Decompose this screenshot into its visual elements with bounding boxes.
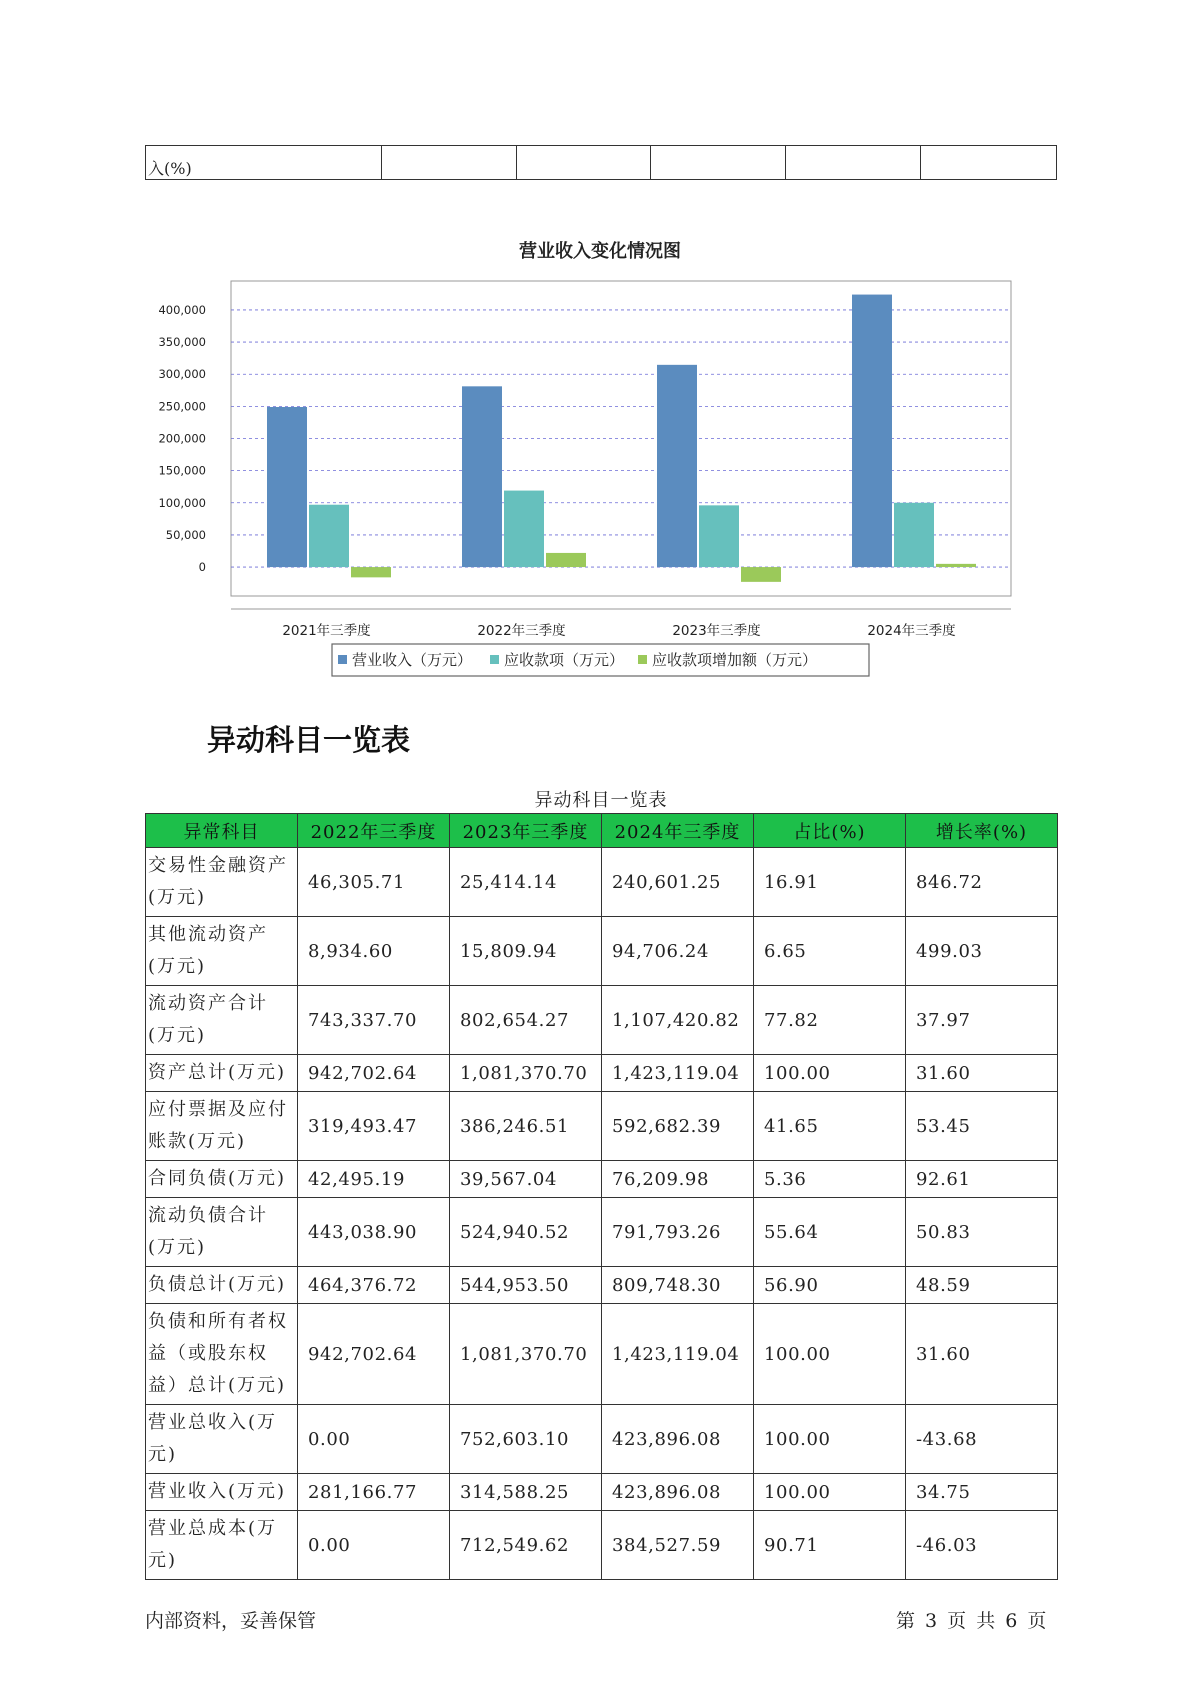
table-cell-v2023: 25,414.14 <box>450 848 602 917</box>
row-label: 营业收入(万元) <box>146 1474 298 1511</box>
table-row <box>146 146 1057 180</box>
table-row <box>146 1055 1058 1092</box>
table-cell-v2024: 423,896.08 <box>602 1474 754 1511</box>
table-cell-v2022: 443,038.90 <box>298 1198 450 1267</box>
table-cell-v2023: 712,549.62 <box>450 1511 602 1580</box>
table-cell-v2022: 942,702.64 <box>298 1055 450 1092</box>
table-cell-growth: 846.72 <box>906 848 1058 917</box>
table-row <box>146 1267 1058 1304</box>
table-cell-v2024: 592,682.39 <box>602 1092 754 1161</box>
table-cell-share: 56.90 <box>754 1267 906 1304</box>
bar <box>699 505 739 567</box>
table-cell-v2022: 942,702.64 <box>298 1304 450 1405</box>
table-row <box>146 1198 1058 1267</box>
row-label: 资产总计(万元) <box>146 1055 298 1092</box>
y-tick-label: 300,000 <box>158 367 206 382</box>
legend-label: 应收款项增加额（万元） <box>652 651 818 669</box>
legend-swatch <box>490 655 499 664</box>
table-cell <box>921 146 1057 180</box>
column-header: 增长率(%) <box>906 814 1058 848</box>
table-cell-growth: 53.45 <box>906 1092 1058 1161</box>
table-cell-v2022: 319,493.47 <box>298 1092 450 1161</box>
table-row <box>146 917 1058 986</box>
footer-page-number: 第 3 页 共 6 页 <box>896 1610 1047 1632</box>
legend-label: 应收款项（万元） <box>504 651 625 669</box>
table-row <box>146 1304 1058 1405</box>
table-cell-v2023: 544,953.50 <box>450 1267 602 1304</box>
table-cell-growth: 37.97 <box>906 986 1058 1055</box>
table-cell-v2023: 752,603.10 <box>450 1405 602 1474</box>
bar <box>741 567 781 582</box>
table-cell-growth: 499.03 <box>906 917 1058 986</box>
previous-table-fragment <box>145 145 1057 180</box>
table-cell-v2022: 464,376.72 <box>298 1267 450 1304</box>
column-header: 2023年三季度 <box>450 814 602 848</box>
table-cell-v2023: 15,809.94 <box>450 917 602 986</box>
row-label: 应付票据及应付账款(万元) <box>146 1092 298 1161</box>
legend-label: 营业收入（万元） <box>352 651 473 669</box>
table-cell-v2023: 314,588.25 <box>450 1474 602 1511</box>
table-cell-v2023: 1,081,370.70 <box>450 1055 602 1092</box>
table-cell-v2023: 1,081,370.70 <box>450 1304 602 1405</box>
table-row <box>146 1161 1058 1198</box>
column-header: 2022年三季度 <box>298 814 450 848</box>
x-category-label: 2022年三季度 <box>477 623 566 639</box>
table-cell-v2023: 386,246.51 <box>450 1092 602 1161</box>
legend-swatch <box>338 655 347 664</box>
y-tick-label: 350,000 <box>158 335 206 350</box>
table-cell-share: 77.82 <box>754 986 906 1055</box>
table-cell-v2023: 802,654.27 <box>450 986 602 1055</box>
row-label: 负债总计(万元) <box>146 1267 298 1304</box>
table-cell-v2023: 524,940.52 <box>450 1198 602 1267</box>
table-cell <box>651 146 786 180</box>
table-cell-share: 100.00 <box>754 1304 906 1405</box>
table-cell-growth: 48.59 <box>906 1267 1058 1304</box>
y-tick-label: 0 <box>198 560 206 575</box>
bar <box>309 505 349 567</box>
y-tick-label: 250,000 <box>158 399 206 414</box>
table-cell-v2024: 1,423,119.04 <box>602 1055 754 1092</box>
row-label: 营业总收入(万元) <box>146 1405 298 1474</box>
table-cell-v2022: 743,337.70 <box>298 986 450 1055</box>
table-cell-v2024: 76,209.98 <box>602 1161 754 1198</box>
table-cell-growth: 92.61 <box>906 1161 1058 1198</box>
bar <box>546 553 586 567</box>
bar <box>852 295 892 568</box>
row-label: 流动负债合计(万元) <box>146 1198 298 1267</box>
table-cell-v2024: 809,748.30 <box>602 1267 754 1304</box>
legend-swatch <box>638 655 647 664</box>
column-header: 占比(%) <box>754 814 906 848</box>
bar <box>351 567 391 577</box>
table-cell <box>381 146 516 180</box>
y-tick-label: 150,000 <box>158 463 206 478</box>
table-cell-v2024: 1,107,420.82 <box>602 986 754 1055</box>
chart-title: 营业收入变化情况图 <box>519 241 681 262</box>
table-cell-growth: 34.75 <box>906 1474 1058 1511</box>
y-tick-label: 100,000 <box>158 495 206 510</box>
footer-confidential-note: 内部资料，妥善保管 <box>145 1610 317 1632</box>
table-cell-share: 100.00 <box>754 1055 906 1092</box>
table-cell-v2024: 240,601.25 <box>602 848 754 917</box>
table-cell-share: 100.00 <box>754 1405 906 1474</box>
table-cell-v2023: 39,567.04 <box>450 1161 602 1198</box>
table-cell-v2022: 42,495.19 <box>298 1161 450 1198</box>
table-cell-growth: 50.83 <box>906 1198 1058 1267</box>
table-row <box>146 1511 1058 1580</box>
row-label: 营业总成本(万元) <box>146 1511 298 1580</box>
table-row <box>146 986 1058 1055</box>
table-row <box>146 1092 1058 1161</box>
bar <box>462 386 502 567</box>
y-tick-label: 200,000 <box>158 431 206 446</box>
table-cell-v2024: 1,423,119.04 <box>602 1304 754 1405</box>
anomaly-table <box>145 813 1058 1580</box>
y-tick-label: 400,000 <box>158 302 206 317</box>
x-category-label: 2023年三季度 <box>672 623 761 639</box>
table-cell: 入(%) <box>146 146 382 180</box>
bar <box>504 491 544 567</box>
table-cell-v2024: 384,527.59 <box>602 1511 754 1580</box>
table-cell-share: 41.65 <box>754 1092 906 1161</box>
table-cell <box>516 146 651 180</box>
table-cell-v2022: 0.00 <box>298 1511 450 1580</box>
table-row <box>146 1405 1058 1474</box>
row-label: 流动资产合计(万元) <box>146 986 298 1055</box>
table-cell-v2024: 423,896.08 <box>602 1405 754 1474</box>
column-header: 异常科目 <box>146 814 298 848</box>
section-heading: 异动科目一览表 <box>207 723 411 757</box>
table-cell-v2022: 46,305.71 <box>298 848 450 917</box>
table-cell-share: 6.65 <box>754 917 906 986</box>
bar <box>894 503 934 567</box>
table-cell-growth: -43.68 <box>906 1405 1058 1474</box>
bar <box>936 564 976 567</box>
table-cell-share: 100.00 <box>754 1474 906 1511</box>
column-header: 2024年三季度 <box>602 814 754 848</box>
revenue-chart <box>150 230 1030 690</box>
table-cell-share: 16.91 <box>754 848 906 917</box>
bar <box>267 407 307 567</box>
table-header-row <box>146 814 1058 848</box>
row-label: 其他流动资产(万元) <box>146 917 298 986</box>
row-label: 负债和所有者权益（或股东权益）总计(万元) <box>146 1304 298 1405</box>
bar <box>657 365 697 567</box>
table-cell-growth: 31.60 <box>906 1304 1058 1405</box>
row-label: 交易性金融资产(万元) <box>146 848 298 917</box>
table-row <box>146 1474 1058 1511</box>
table-cell-share: 5.36 <box>754 1161 906 1198</box>
table-row <box>146 848 1058 917</box>
table-cell-v2022: 0.00 <box>298 1405 450 1474</box>
table-cell-growth: -46.03 <box>906 1511 1058 1580</box>
table-cell-v2024: 791,793.26 <box>602 1198 754 1267</box>
table-cell <box>786 146 921 180</box>
row-label: 合同负债(万元) <box>146 1161 298 1198</box>
table-cell-v2022: 8,934.60 <box>298 917 450 986</box>
y-tick-label: 50,000 <box>165 527 206 542</box>
table-caption: 异动科目一览表 <box>534 790 668 811</box>
x-category-label: 2024年三季度 <box>867 623 956 639</box>
table-cell-share: 55.64 <box>754 1198 906 1267</box>
x-category-label: 2021年三季度 <box>282 623 371 639</box>
table-cell-share: 90.71 <box>754 1511 906 1580</box>
table-cell-v2024: 94,706.24 <box>602 917 754 986</box>
table-cell-v2022: 281,166.77 <box>298 1474 450 1511</box>
chart-svg <box>150 230 1030 690</box>
table-cell-growth: 31.60 <box>906 1055 1058 1092</box>
